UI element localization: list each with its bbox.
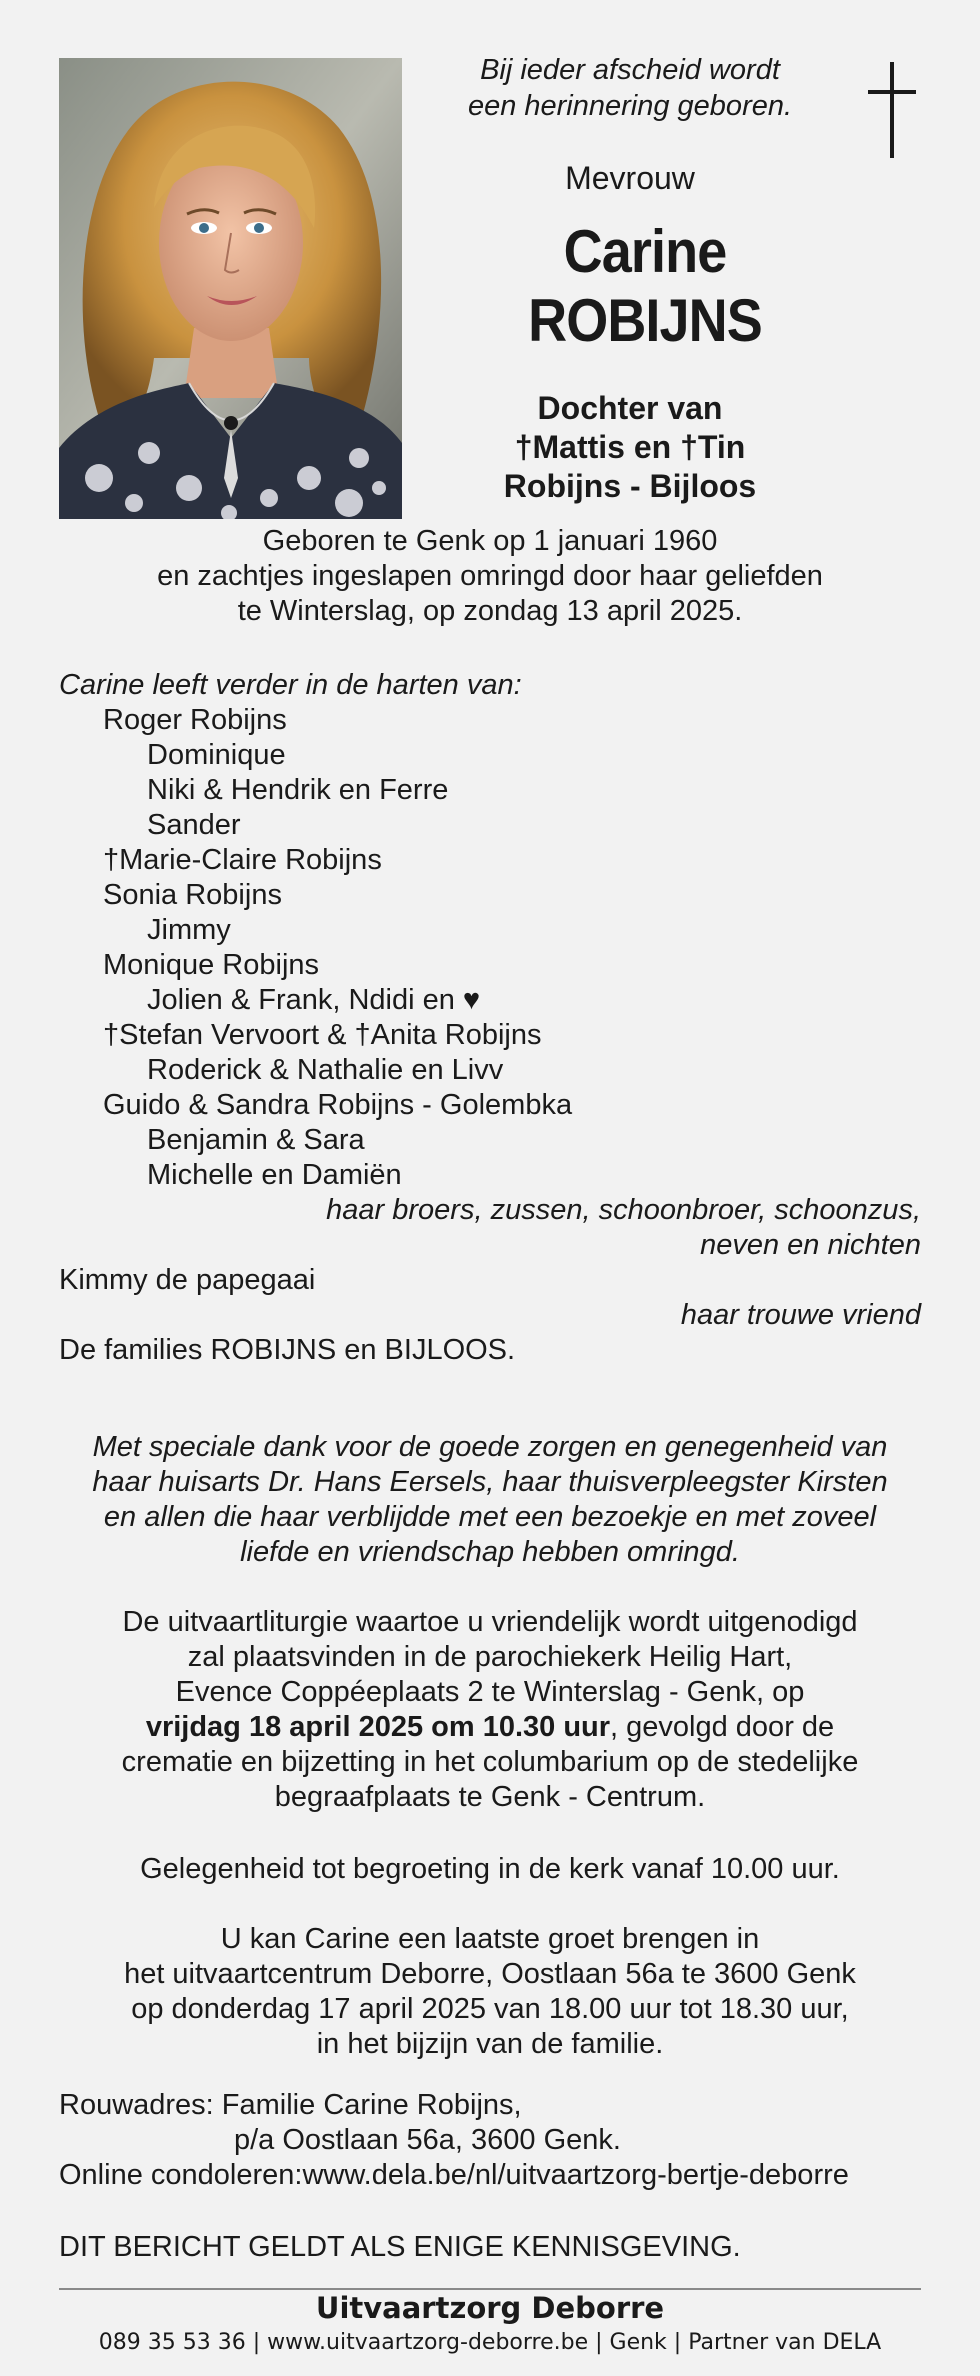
parents-line: †Mattis en †Tin [514,429,746,465]
liturgy-line: Evence Coppéeplaats 2 te Winterslag - Genk, op [175,1676,805,1708]
farewell-info [59,1922,921,2062]
mourner-rows [59,703,921,1193]
mourner-entry: Roderick & Nathalie en Livv [147,1054,504,1086]
farewell-line: U kan Carine een laatste groet brengen in [220,1923,760,1955]
mourner-entry: Sander [147,809,241,841]
mourners-list [59,668,921,1368]
mourner-entry: †Stefan Vervoort & †Anita Robijns [103,1019,542,1051]
farewell-line: het uitvaartcentrum Deborre, Oostlaan 56a te 3600 Genk [124,1958,856,1990]
mourner-entry: Guido & Sandra Robijns - Golembka [103,1089,573,1121]
thanks-line: Met speciale dank voor de goede zorgen en genegenheid van [92,1431,888,1463]
mourner-entry: Roger Robijns [103,704,287,736]
pet-name: Kimmy de papegaai [59,1264,316,1296]
funeral-liturgy [59,1605,921,1815]
thanks-line: en allen die haar verblijdde met een bezoekje en met zoveel [103,1501,877,1533]
mourners-intro: Carine leeft verder in de harten van: [59,669,522,701]
families: De families ROBIJNS en BIJLOOS. [59,1334,516,1366]
thanks-line: haar huisarts Dr. Hans Eersels, haar thuisverpleegster Kirsten [92,1466,888,1498]
mourner-entry: Jimmy [147,914,231,946]
parents-line: Dochter van [537,390,723,426]
condolence-link[interactable]: Online condoleren:www.dela.be/nl/uitvaartzorg-bertje-deborre [59,2159,849,2191]
title-honorific: Mevrouw [565,160,695,196]
mourning-address [59,2088,921,2193]
mourner-entry: Niki & Hendrik en Ferre [147,774,449,806]
address-line: Rouwadres: Familie Carine Robijns, [59,2089,522,2121]
parents [430,389,830,506]
parents-line: Robijns - Bijloos [503,468,757,504]
mourner-entry: Sonia Robijns [103,879,282,911]
mourner-entry: Michelle en Damiën [147,1159,402,1191]
liturgy-line: begraafplaats te Genk - Centrum. [274,1781,706,1813]
farewell-line: in het bijzijn van de familie. [316,2028,664,2060]
mourner-entry: Monique Robijns [103,949,320,981]
liturgy-line: crematie en bijzetting in het columbarium op de stedelijke [121,1746,859,1778]
thanks-line: liefde en vriendschap hebben omringd. [240,1536,740,1568]
mourner-entry: Jolien & Frank, Ndidi en ♥ [147,984,481,1016]
liturgy-date-time: vrijdag 18 april 2025 om 10.30 uur [145,1711,611,1743]
liturgy-line: De uitvaartliturgie waartoe u vriendelijk wordt uitgenodigd [122,1606,858,1638]
company-contact: 089 35 53 36 | www.uitvaartzorg-deborre.be | Genk | Partner van DELA [98,2330,882,2355]
mourner-entry: Benjamin & Sara [147,1124,365,1156]
header-text [430,52,910,506]
farewell-line: op donderdag 17 april 2025 van 18.00 uur tot 18.30 uur, [131,1993,849,2025]
mourner-entry: †Marie-Claire Robijns [103,844,382,876]
relation-note: neven en nichten [700,1229,921,1261]
deceased-name: Carine ROBIJNS [528,218,762,354]
liturgy-line-rest: , gevolgd door de [610,1711,835,1743]
relation-note: haar broers, zussen, schoonbroer, schoonzus, [326,1194,921,1226]
footer-divider [59,2288,921,2290]
birth-info [59,524,921,629]
birth-line: te Winterslag, op zondag 13 april 2025. [237,595,743,627]
address-line: p/a Oostlaan 56a, 3600 Genk. [234,2124,621,2156]
thanks-message [59,1430,921,1570]
quote [430,52,830,124]
birth-line: Geboren te Genk op 1 januari 1960 [262,525,718,557]
pet-relation: haar trouwe vriend [680,1299,921,1331]
notice: DIT BERICHT GELDT ALS ENIGE KENNISGEVING. [59,2231,741,2263]
funeral-company: Uitvaartzorg Deborre [315,2291,665,2325]
quote-line: Bij ieder afscheid wordt [480,54,780,86]
liturgy-line: zal plaatsvinden in de parochiekerk Heilig Hart, [187,1641,793,1673]
liturgy-line [59,1710,921,1745]
greeting-info: Gelegenheid tot begroeting in de kerk vanaf 10.00 uur. [140,1853,840,1885]
birth-line: en zachtjes ingeslapen omringd door haar geliefden [157,560,823,592]
mourner-entry: Dominique [147,739,286,771]
portrait-photo [59,58,402,519]
quote-line: een herinnering geboren. [467,90,793,122]
